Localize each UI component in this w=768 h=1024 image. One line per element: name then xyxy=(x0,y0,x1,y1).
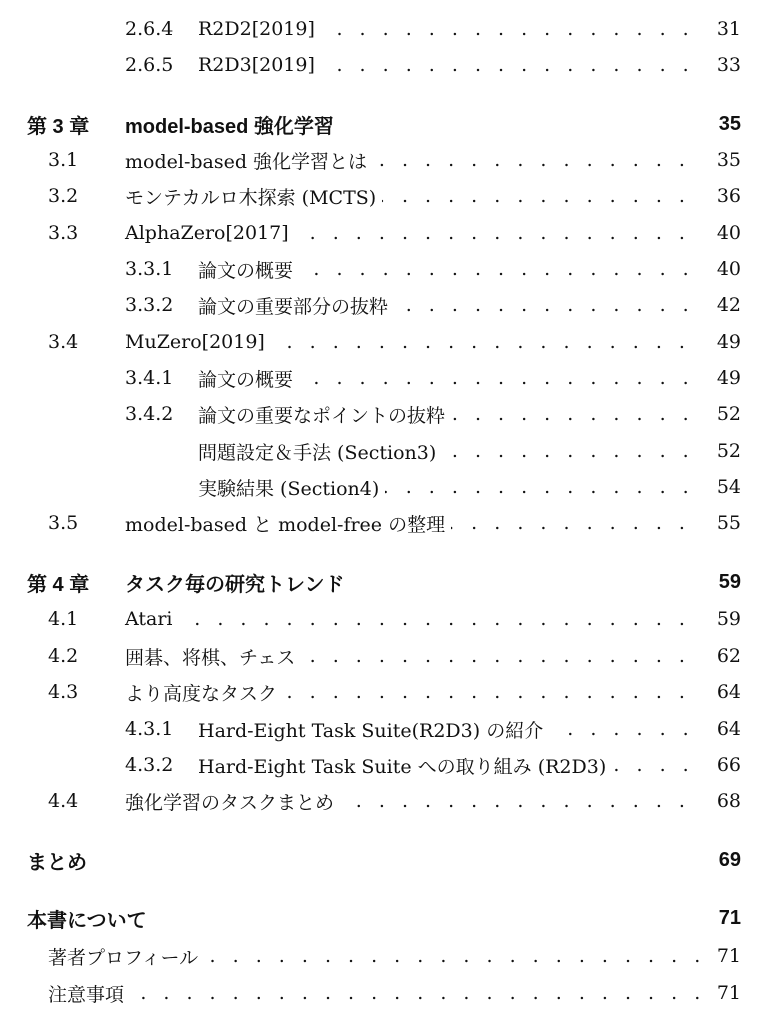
chapter-title: model-based 強化学習 xyxy=(125,110,340,139)
entry-page: 42 xyxy=(701,294,741,316)
chapter-title: まとめ xyxy=(27,846,93,875)
entry-page: 35 xyxy=(701,149,741,171)
chapter-number: 第 4 章 xyxy=(27,573,90,596)
chapter-title: タスク毎の研究トレンド xyxy=(125,568,351,597)
toc-entry-2-6-5[interactable] xyxy=(0,50,768,80)
entry-title: Hard-Eight Task Suite への取り組み (R2D3) xyxy=(198,752,612,779)
entry-title: 囲碁、将棋、チェス xyxy=(125,643,301,670)
entry-page: 64 xyxy=(701,718,741,740)
toc-entry-4-3[interactable] xyxy=(0,677,768,707)
entry-number: 4.1 xyxy=(48,608,79,630)
entry-title: 論文の概要 xyxy=(198,256,299,283)
entry-page: 59 xyxy=(701,608,741,630)
entry-title: 論文の重要なポイントの抜粋 xyxy=(198,401,451,428)
entry-number: 4.3.2 xyxy=(125,754,174,776)
entry-page: 64 xyxy=(701,681,741,703)
entry-page: 49 xyxy=(701,331,741,353)
entry-page: 40 xyxy=(701,258,741,280)
entry-title: model-based と model-free の整理 xyxy=(125,510,451,537)
entry-title: より高度なタスク xyxy=(125,679,283,706)
toc-entry-3-5[interactable] xyxy=(0,508,768,538)
entry-title: R2D3[2019] xyxy=(198,54,321,76)
toc-chapter-3[interactable] xyxy=(0,109,768,139)
entry-page: 31 xyxy=(701,18,741,40)
chapter-page: 69 xyxy=(701,849,741,872)
entry-title: AlphaZero[2017] xyxy=(125,222,295,244)
entry-number: 3.4.1 xyxy=(125,367,174,389)
toc-entry-3-2[interactable] xyxy=(0,181,768,211)
toc-entry-2-6-4[interactable] xyxy=(0,14,768,44)
entry-page: 71 xyxy=(701,945,741,967)
entry-number: 3.2 xyxy=(48,185,79,207)
entry-number: 2.6.5 xyxy=(125,54,174,76)
toc-entry-notes[interactable] xyxy=(0,978,768,1008)
entry-title: Hard-Eight Task Suite(R2D3) の紹介 xyxy=(198,716,549,743)
entry-number: 3.4.2 xyxy=(125,403,174,425)
toc-entry-3-4[interactable] xyxy=(0,327,768,357)
entry-number: 4.3 xyxy=(48,681,79,703)
chapter-page: 71 xyxy=(701,907,741,930)
entry-number: 3.3 xyxy=(48,222,79,244)
entry-page: 54 xyxy=(701,476,741,498)
toc-entry-3-1[interactable] xyxy=(0,145,768,175)
toc-entry-3-4-2[interactable] xyxy=(0,399,768,429)
toc-entry-experiment-results[interactable] xyxy=(0,472,768,502)
entry-page: 71 xyxy=(701,982,741,1004)
toc-chapter-about[interactable] xyxy=(0,903,768,933)
entry-number: 3.1 xyxy=(48,149,79,171)
toc-entry-problem-setting[interactable] xyxy=(0,436,768,466)
entry-page: 40 xyxy=(701,222,741,244)
entry-page: 49 xyxy=(701,367,741,389)
toc-entry-4-3-1[interactable] xyxy=(0,714,768,744)
entry-title: 実験結果 (Section4) xyxy=(198,474,385,501)
entry-number: 3.5 xyxy=(48,512,79,534)
entry-title: 論文の重要部分の抜粋 xyxy=(198,292,394,319)
toc-entry-4-4[interactable] xyxy=(0,786,768,816)
toc-entry-4-1[interactable] xyxy=(0,604,768,634)
entry-page: 36 xyxy=(701,185,741,207)
chapter-title: 本書について xyxy=(27,904,153,933)
entry-title: 強化学習のタスクまとめ xyxy=(125,788,340,815)
chapter-page: 59 xyxy=(701,571,741,594)
entry-page: 68 xyxy=(701,790,741,812)
entry-title: model-based 強化学習とは xyxy=(125,147,373,174)
entry-page: 55 xyxy=(701,512,741,534)
entry-number: 3.3.2 xyxy=(125,294,174,316)
entry-title: Atari xyxy=(125,608,179,630)
chapter-number: 第 3 章 xyxy=(27,115,90,138)
entry-page: 66 xyxy=(701,754,741,776)
entry-title: MuZero[2019] xyxy=(125,331,271,353)
toc-entry-3-3[interactable] xyxy=(0,218,768,248)
dot-leader xyxy=(48,978,706,1008)
entry-number: 4.2 xyxy=(48,645,79,667)
toc-entry-3-4-1[interactable] xyxy=(0,363,768,393)
entry-title: 著者プロフィール xyxy=(48,943,204,970)
entry-number: 3.3.1 xyxy=(125,258,174,280)
entry-number: 4.3.1 xyxy=(125,718,174,740)
entry-title: R2D2[2019] xyxy=(198,18,321,40)
entry-title: 問題設定＆手法 (Section3) xyxy=(198,438,442,465)
toc-chapter-4[interactable] xyxy=(0,567,768,597)
entry-number: 2.6.4 xyxy=(125,18,174,40)
toc-chapter-summary[interactable] xyxy=(0,845,768,875)
entry-page: 33 xyxy=(701,54,741,76)
toc-entry-3-3-1[interactable] xyxy=(0,254,768,284)
entry-page: 52 xyxy=(701,403,741,425)
entry-page: 62 xyxy=(701,645,741,667)
entry-number: 3.4 xyxy=(48,331,79,353)
toc-entry-4-3-2[interactable] xyxy=(0,750,768,780)
toc-entry-4-2[interactable] xyxy=(0,641,768,671)
dot-leader xyxy=(125,604,706,634)
entry-title: 注意事項 xyxy=(48,980,130,1007)
entry-title: 論文の概要 xyxy=(198,365,299,392)
entry-number: 4.4 xyxy=(48,790,79,812)
chapter-page: 35 xyxy=(701,113,741,136)
toc-entry-author-profile[interactable] xyxy=(0,941,768,971)
toc-entry-3-3-2[interactable] xyxy=(0,290,768,320)
entry-title: モンテカルロ木探索 (MCTS) xyxy=(125,183,382,210)
entry-page: 52 xyxy=(701,440,741,462)
